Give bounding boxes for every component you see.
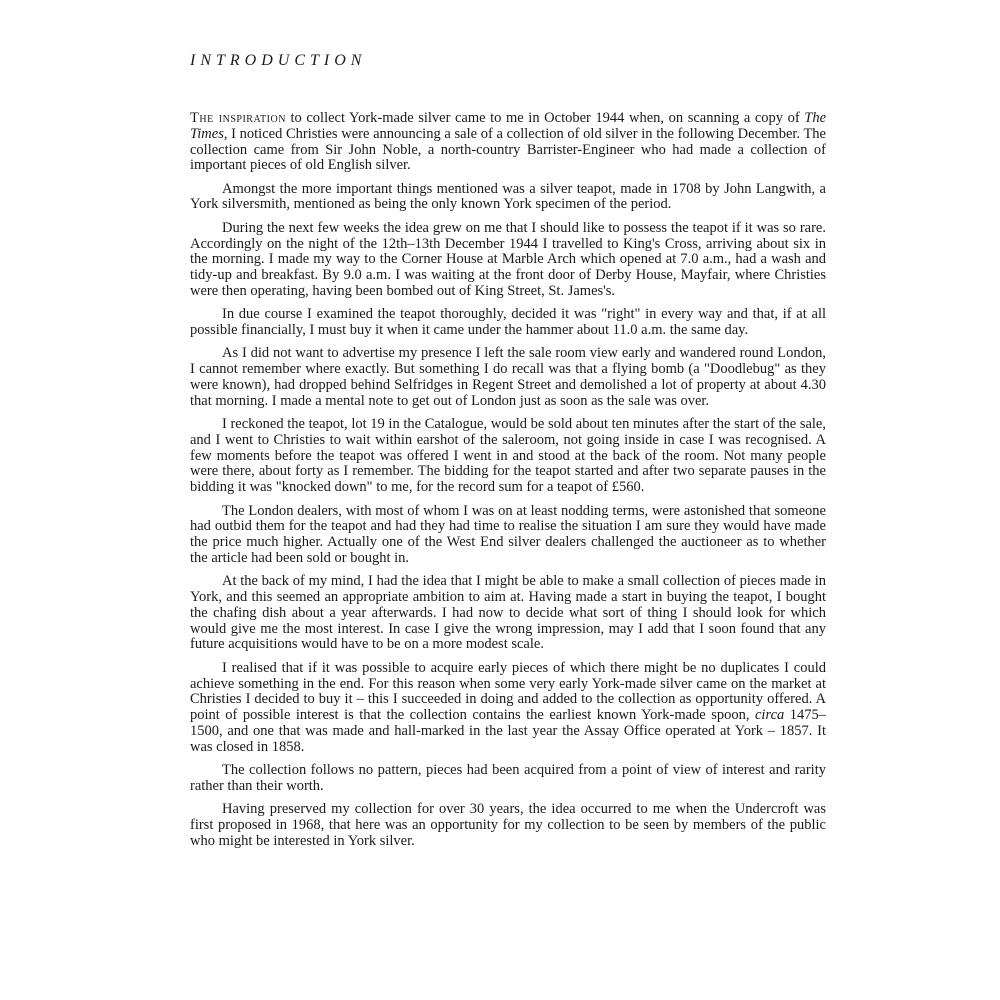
paragraph-text: to collect York-made silver came to me in October 1944 when, on scanning a copy of bbox=[285, 110, 805, 126]
lead-in-smallcaps: The inspiration bbox=[190, 110, 286, 126]
paragraph-2: Amongst the more important things mentioned was a silver teapot, made in 1708 by John Langwith, a York silversmith, mentioned as being the only known York specimen of the period. bbox=[190, 180, 826, 213]
paragraph-3: During the next few weeks the idea grew on me that I should like to possess the teapot if it was so rare. Accordingly on the night of the 12th–13th December 1944 I travelled to King's Cross, arriving about six in the morning. I made my way to the Corner House at Marble Arch which opened at 7.0 a.m., had a wash and tidy-up and breakfast. By 9.0 a.m. I was waiting at the front door of Derby House, Mayfair, where Christies were then operating, having been bombed out of King Street, St. James's. bbox=[190, 219, 826, 299]
paragraph-4: In due course I examined the teapot thoroughly, decided it was "right" in every way and that, if at all possible financially, I must buy it when it came under the hammer about 11.0 a.m. the same day. bbox=[190, 306, 826, 339]
paragraph-text: , I noticed Christies were announcing a sale of a collection of old silver in the following December. The collection came from Sir John Noble, a north-country Barrister-Engineer who had made a collection of important pieces of old English silver. bbox=[190, 125, 826, 174]
paragraph-10: The collection follows no pattern, pieces had been acquired from a point of view of interest and rarity rather than their worth. bbox=[190, 761, 826, 794]
paragraph-text: I realised that if it was possible to acquire early pieces of which there might be no duplicates I could achieve something in the end. For this reason when some very early York-made silver came on the market at Christies I decided to buy it – this I succeeded in doing and added to the collection as opportunity offered. A point of possible interest is that the collection contains the earliest known York-made spoon, bbox=[190, 659, 826, 724]
paragraph-11: Having preserved my collection for over 30 years, the idea occurred to me when the Undercroft was first proposed in 1968, that here was an opportunity for my collection to be seen by members of the public who might be interested in York silver. bbox=[190, 801, 826, 849]
paragraph-9 bbox=[190, 661, 826, 756]
paragraph-text: 1475–1500, and one that was made and hall-marked in the last year the Assay Office operated at York – 1857. It was closed in 1858. bbox=[190, 707, 827, 755]
paragraph-8: At the back of my mind, I had the idea that I might be able to make a small collection of pieces made in York, and this seemed an appropriate ambition to aim at. Having made a start in buying the teapot, I bought the chafing dish about a year afterwards. I had now to decide what sort of thing I should look for which would give me the most interest. In case I give the wrong impression, may I add that I soon found that any future acquisitions would have to be on a more modest scale. bbox=[190, 573, 826, 653]
section-heading: INTRODUCTION bbox=[190, 52, 367, 69]
paragraph-6: I reckoned the teapot, lot 19 in the Catalogue, would be sold about ten minutes after the start of the sale, and I went to Christies to wait within earshot of the saleroom, not going inside in case I was recognised. A few moments before the teapot was offered I went in and stood at the back of the room. Not many people were there, about forty as I remember. The bidding for the teapot started and after two separate pauses in the bidding it was "knocked down" to me, for the record sum for a teapot of £560. bbox=[190, 416, 826, 496]
italic-title: The Times bbox=[190, 110, 826, 142]
paragraph-1 bbox=[190, 111, 826, 174]
body-text bbox=[190, 111, 826, 857]
paragraph-5: As I did not want to advertise my presence I left the sale room view early and wandered round London, I cannot remember where exactly. But something I do recall was that a flying bomb (a "Doodlebug" as they were known), had dropped behind Selfridges in Regent Street and demolished a lot of property at about 4.30 that morning. I made a mental note to get out of London just as soon as the sale was over. bbox=[190, 345, 826, 409]
paragraph-7: The London dealers, with most of whom I was on at least nodding terms, were astonished that someone had outbid them for the teapot and had they had time to realise the situation I am sure they would have made the price much higher. Actually one of the West End silver dealers challenged the auctioneer as to whether the article had been sold or bought in. bbox=[190, 502, 826, 566]
italic-term: circa bbox=[755, 707, 785, 724]
